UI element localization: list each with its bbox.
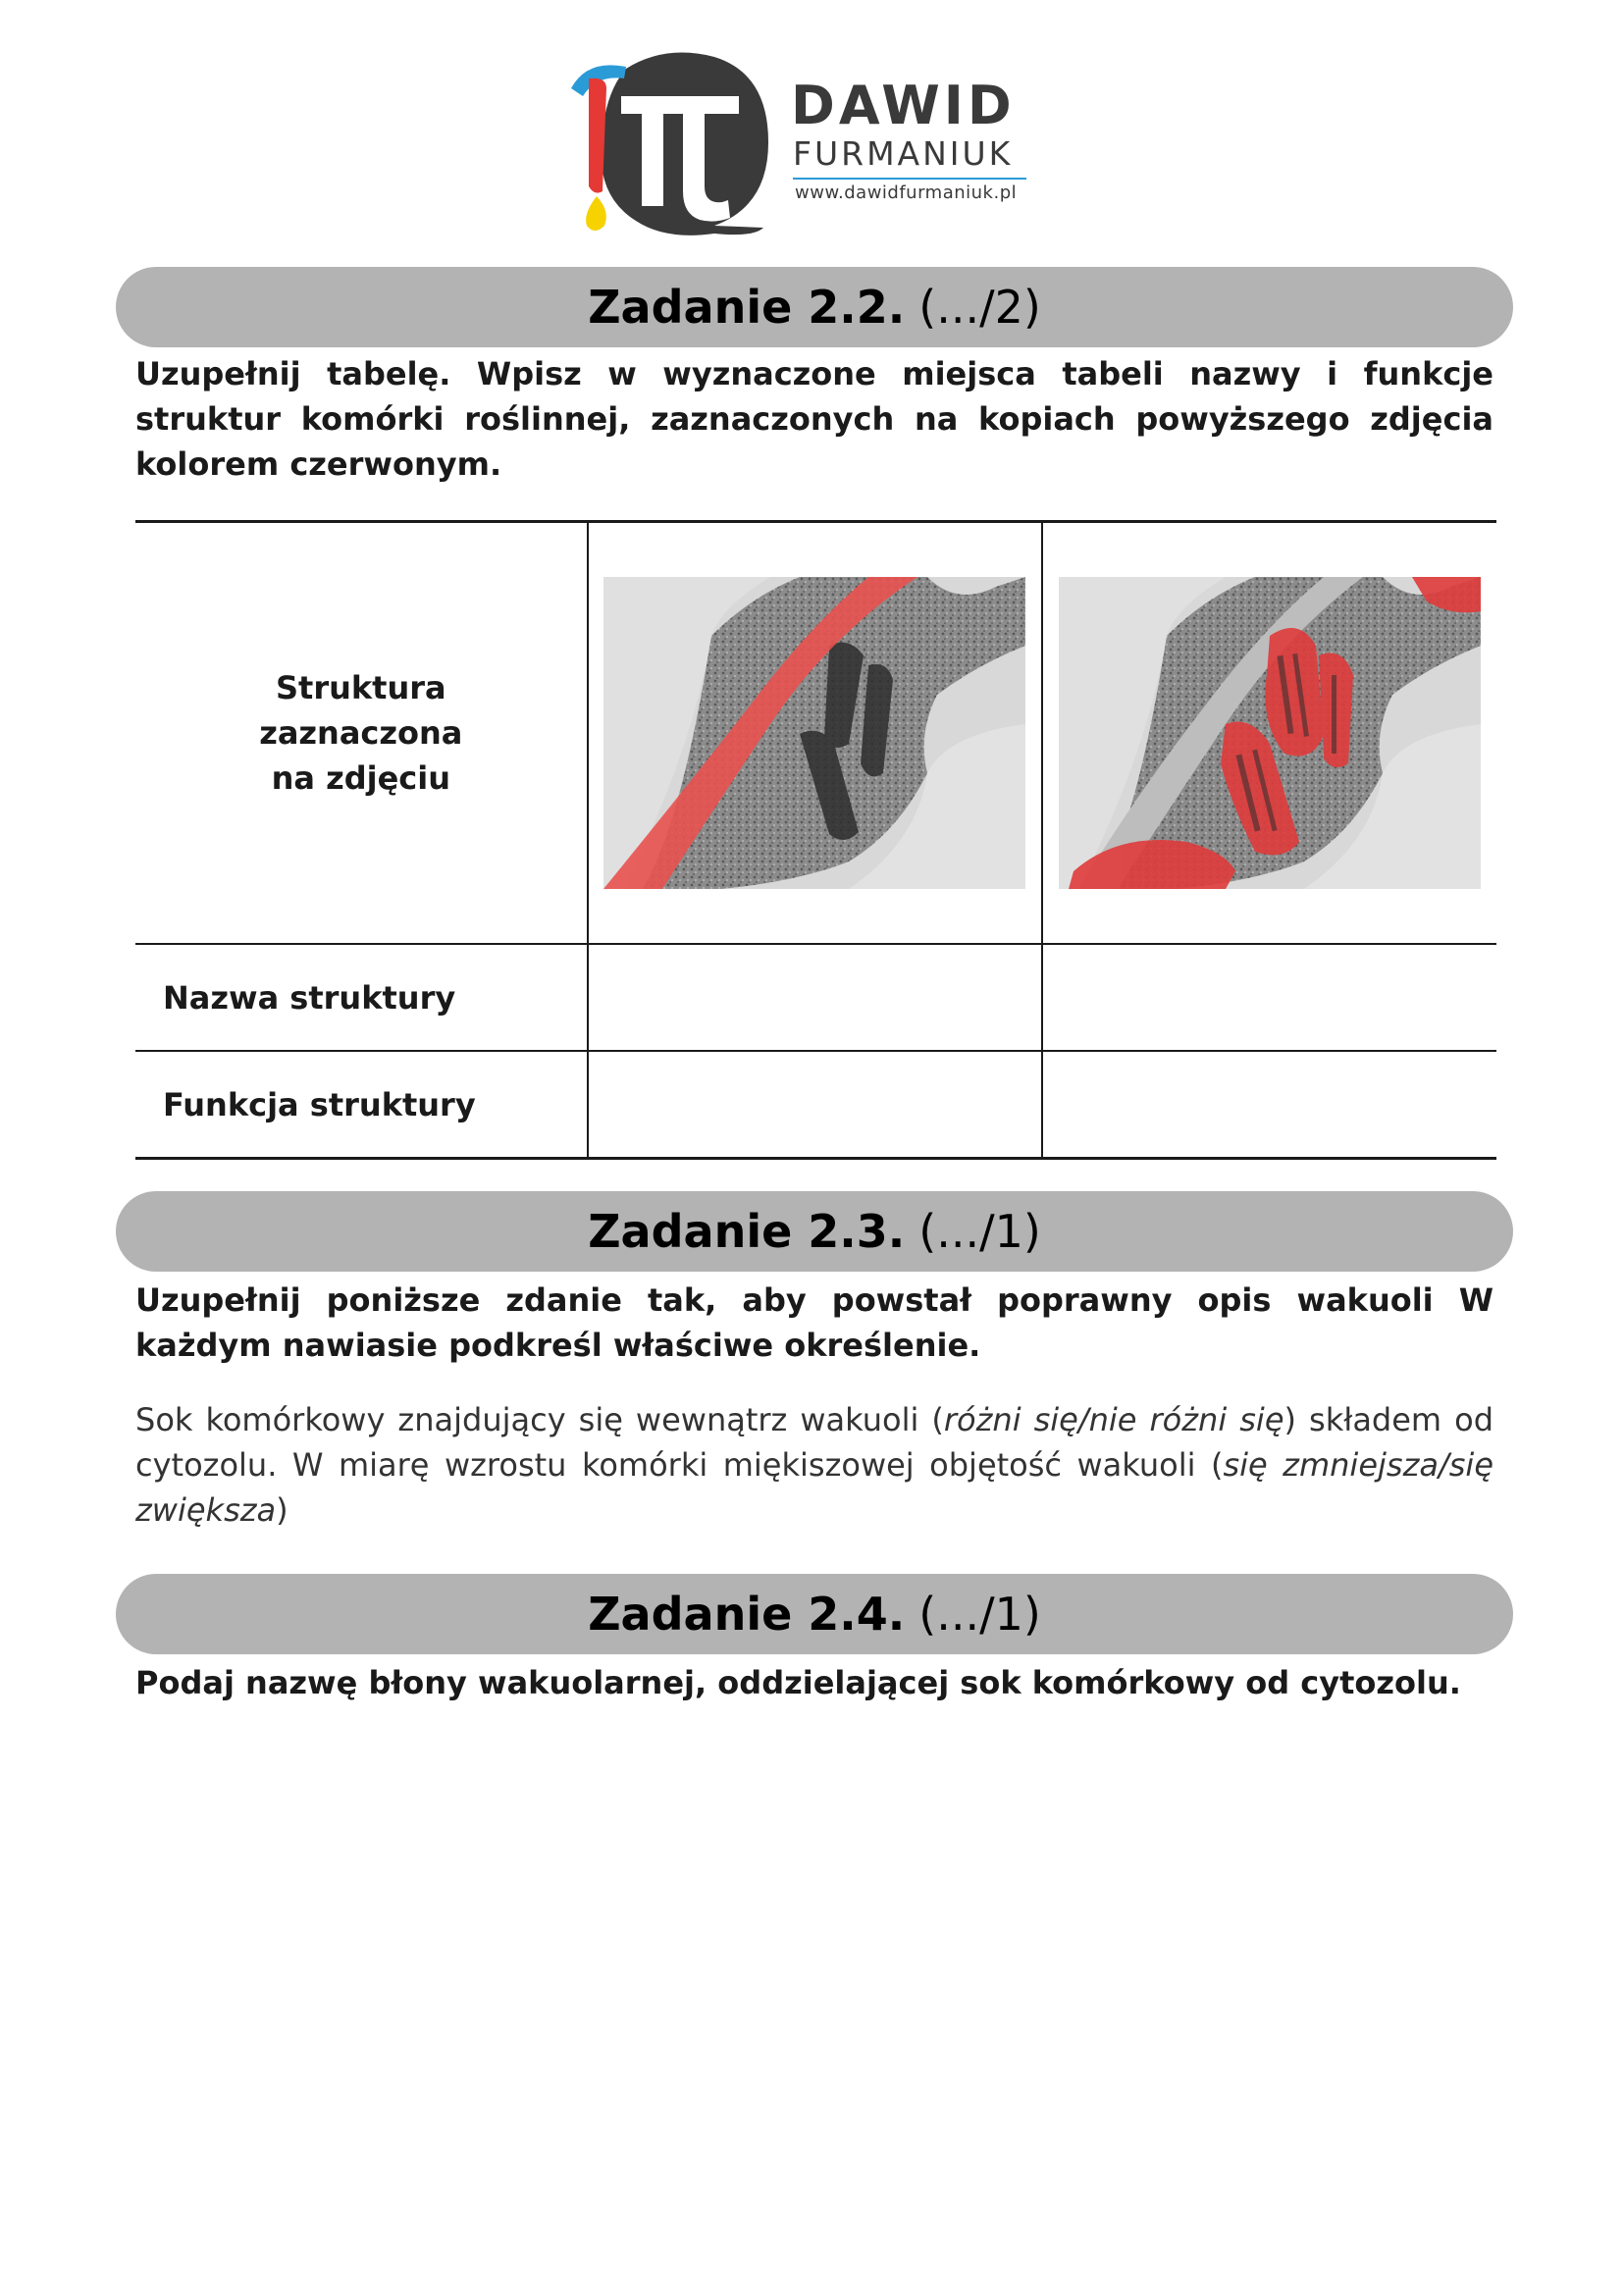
task-2-4-instruction: Podaj nazwę błony wakuolarnej, oddzielającej sok komórkowy od cytozolu. (135, 1664, 1461, 1701)
task-2-2-header (116, 267, 1513, 347)
answer-name-1[interactable] (588, 944, 1043, 1051)
sentence-part: Sok komórkowy znajdujący się wewnątrz wakuoli ( (135, 1401, 944, 1438)
task-number: Zadanie 2.2. (588, 281, 906, 334)
task-2-3-header (116, 1191, 1513, 1272)
task-2-4-header (116, 1574, 1513, 1654)
option-vacuole-volume[interactable]: się zmniejsza/się zwiększa (135, 1446, 1494, 1529)
header-label-line: zaznaczona (259, 714, 463, 752)
sentence-part: ) składem od cytozolu. W miarę wzrostu komórki miękiszowej objętość wakuoli ( (135, 1401, 1494, 1484)
answer-name-2[interactable] (1042, 944, 1496, 1051)
logo-name-last: FURMANIUK (793, 134, 1014, 173)
logo (567, 49, 1038, 235)
task-number: Zadanie 2.4. (588, 1588, 906, 1641)
task-points: (.../2) (918, 281, 1041, 334)
task-2-3-instruction: Uzupełnij poniższe zdanie tak, aby powstał poprawny opis wakuoli W każdym nawiasie podkreśl właściwe określenie. (135, 1281, 1493, 1364)
option-vacuole-content[interactable]: różni się/nie różni się (943, 1401, 1284, 1438)
pi-logo-icon (567, 49, 773, 235)
logo-divider (793, 178, 1026, 180)
micrograph-cell-wall-image (603, 577, 1025, 889)
logo-url: www.dawidfurmaniuk.pl (795, 183, 1018, 203)
micrograph-cell-2 (1042, 522, 1496, 945)
micrograph-chloroplast-image (1059, 577, 1481, 889)
row-label-function: Funkcja struktury (135, 1051, 588, 1159)
answer-function-2[interactable] (1042, 1051, 1496, 1159)
row-label-name: Nazwa struktury (135, 944, 588, 1051)
sentence-part: ) (276, 1491, 288, 1529)
task-points: (.../1) (918, 1588, 1041, 1641)
header-label-line: na zdjęciu (271, 759, 451, 797)
logo-name-first: DAWID (791, 75, 1016, 136)
task-number: Zadanie 2.3. (588, 1205, 906, 1258)
answer-function-1[interactable] (588, 1051, 1043, 1159)
task-2-2-instruction: Uzupełnij tabelę. Wpisz w wyznaczone miejsca tabeli nazwy i funkcje struktur komórki roślinnej, zaznaczonych na kopiach powyższego zdjęcia kolorem czerwonym. (135, 355, 1493, 483)
task-points: (.../1) (918, 1205, 1041, 1258)
task-2-3-sentence (135, 1397, 1493, 1533)
table-header-label (135, 522, 588, 945)
header-label-line: Struktura (275, 669, 446, 706)
micrograph-cell-1 (588, 522, 1043, 945)
structures-table (135, 520, 1496, 1160)
